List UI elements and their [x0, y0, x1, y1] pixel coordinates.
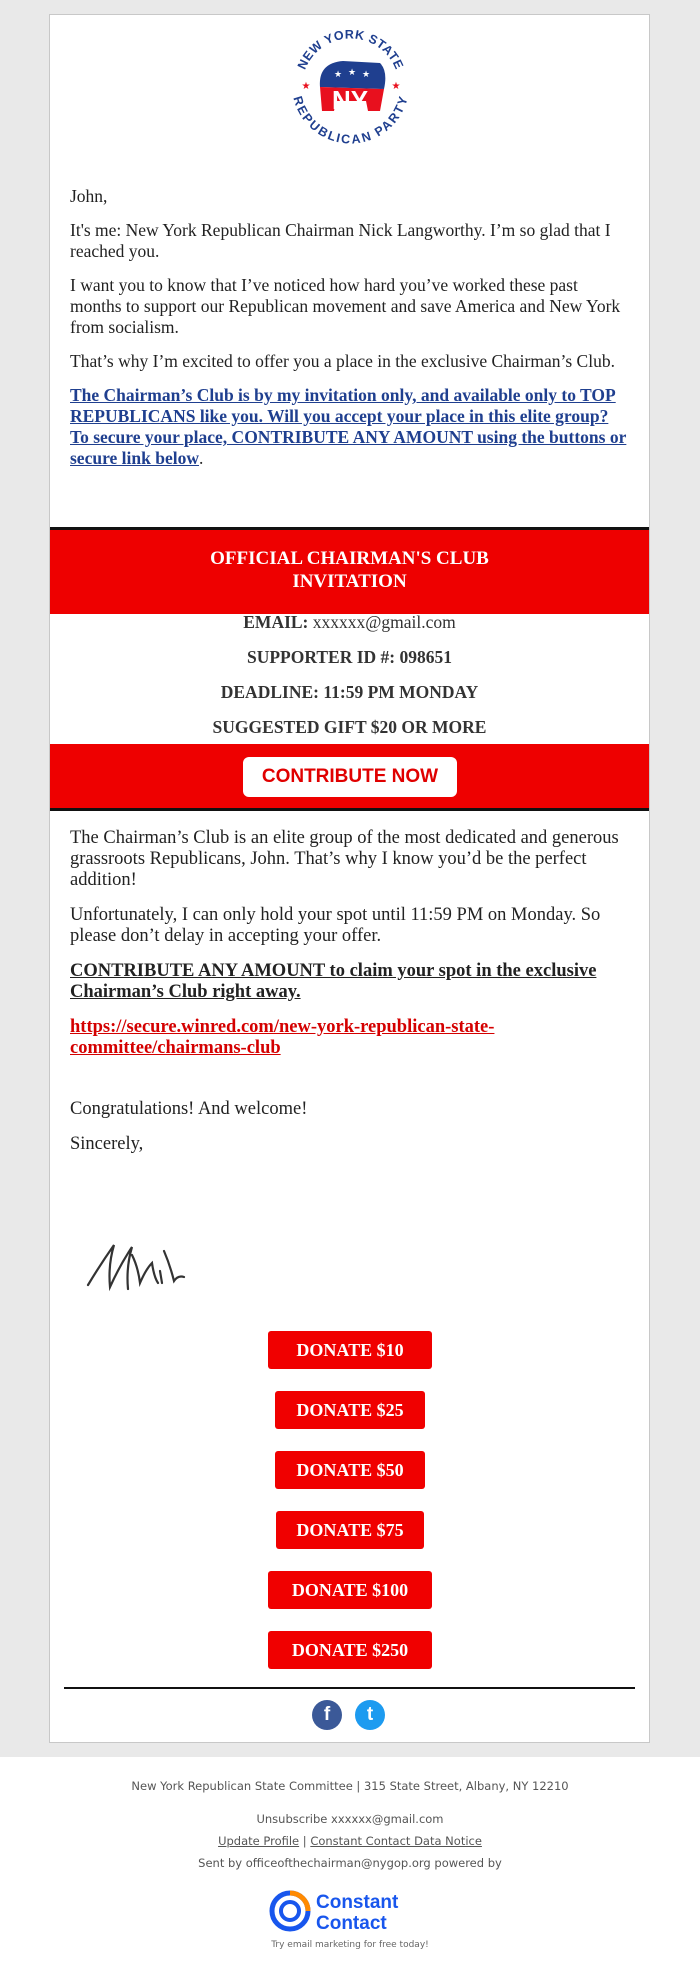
svg-text:★: ★ [347, 67, 357, 77]
svg-text:★: ★ [391, 81, 401, 92]
congrats-text: Congratulations! And welcome! [70, 1099, 308, 1119]
deadline: DEADLINE: 11:59 PM MONDAY [220, 682, 479, 702]
unsubscribe-link[interactable]: Unsubscribe xxxxxx@gmail.com [256, 1812, 444, 1826]
constant-contact-logo[interactable] [268, 1887, 438, 1935]
sent-by: Sent by officeofthechairman@nygop.org powered by [198, 1856, 502, 1870]
email-card [49, 14, 650, 1743]
donate-50-button[interactable]: DONATE $50 [275, 1451, 425, 1489]
suggested-gift: SUGGESTED GIFT $20 OR MORE [212, 717, 487, 737]
donate-75-button[interactable]: DONATE $75 [276, 1511, 424, 1549]
email-label: EMAIL: [243, 612, 309, 632]
svg-text:★: ★ [301, 81, 311, 92]
contribute-now-button[interactable]: CONTRIBUTE NOW [243, 757, 457, 797]
footer-address: New York Republican State Committee | 315 State Street, Albany, NY 12210 [131, 1779, 569, 1793]
body-paragraph: Unfortunately, I can only hold your spot until 11:59 PM on Monday. So please don’t delay in accepting your offer. [70, 905, 601, 946]
logo-monogram: NY [331, 85, 369, 115]
logo-arc-bottom: REPUBLICAN PARTY [290, 94, 411, 147]
divider [50, 808, 649, 811]
logo-arc-top: NEW YORK STATE [294, 27, 407, 72]
invitation-paragraph [70, 385, 630, 469]
body-paragraph: The Chairman’s Club is an elite group of the most dedicated and generous grassroots Republicans, John. That’s why I know you’d be the perfect addition! [70, 828, 619, 890]
donate-10-button[interactable]: DONATE $10 [268, 1331, 432, 1369]
signature-image [80, 1225, 210, 1305]
intro-paragraph: That’s why I’m excited to offer you a place in the exclusive Chairman’s Club. [70, 351, 615, 371]
footer [0, 1757, 700, 1979]
sincerely-text: Sincerely, [70, 1134, 144, 1154]
winred-link[interactable]: https://secure.winred.com/new-york-republican-state-committee/chairmans-club [70, 1017, 495, 1058]
invitation-header [50, 530, 649, 614]
svg-text:★: ★ [333, 69, 343, 79]
contribute-callout: CONTRIBUTE ANY AMOUNT to claim your spot in the exclusive Chairman’s Club right away. [70, 961, 597, 1002]
greeting: John, [70, 186, 108, 206]
cc-word-contact: Contact [316, 1913, 387, 1934]
intro-paragraph: I want you to know that I’ve noticed how hard you’ve worked these past months to support our Republican movement and save America and New York from socialism. [70, 275, 621, 337]
donate-100-button[interactable]: DONATE $100 [268, 1571, 432, 1609]
cc-word-constant: Constant [316, 1892, 399, 1913]
email-row [50, 612, 649, 633]
intro-section [70, 186, 630, 482]
cc-tagline[interactable]: Try email marketing for free today! [271, 1940, 429, 1950]
invitation-link[interactable]: The Chairman’s Club is by my invitation only, and available only to TOP REPUBLICANS like you. Will you accept your place in this elite group? To secure your place, CONTRIBUTE ANY AMOUNT using the buttons or secure link below [70, 385, 627, 468]
data-notice-link[interactable]: Constant Contact Data Notice [310, 1834, 482, 1848]
email-value: xxxxxx@gmail.com [312, 612, 456, 632]
invitation-title-line1: OFFICIAL CHAIRMAN'S CLUB [210, 548, 489, 569]
divider [64, 1687, 635, 1689]
body-section [70, 828, 630, 1169]
intro-paragraph: It's me: New York Republican Chairman Nick Langworthy. I’m so glad that I reached you. [70, 220, 611, 261]
invitation-link-period: . [199, 448, 204, 468]
svg-text:★: ★ [361, 69, 371, 79]
supporter-id: SUPPORTER ID #: 098651 [246, 647, 453, 667]
donate-25-button[interactable]: DONATE $25 [275, 1391, 425, 1429]
donate-250-button[interactable]: DONATE $250 [268, 1631, 432, 1669]
footer-separator: | [302, 1834, 307, 1848]
facebook-icon[interactable]: f [312, 1700, 342, 1730]
footer-links [0, 1834, 700, 1848]
update-profile-link[interactable]: Update Profile [218, 1834, 300, 1848]
invitation-title-line2: INVITATION [292, 571, 407, 592]
twitter-icon[interactable]: t [355, 1700, 385, 1730]
nys-gop-logo [288, 15, 413, 150]
